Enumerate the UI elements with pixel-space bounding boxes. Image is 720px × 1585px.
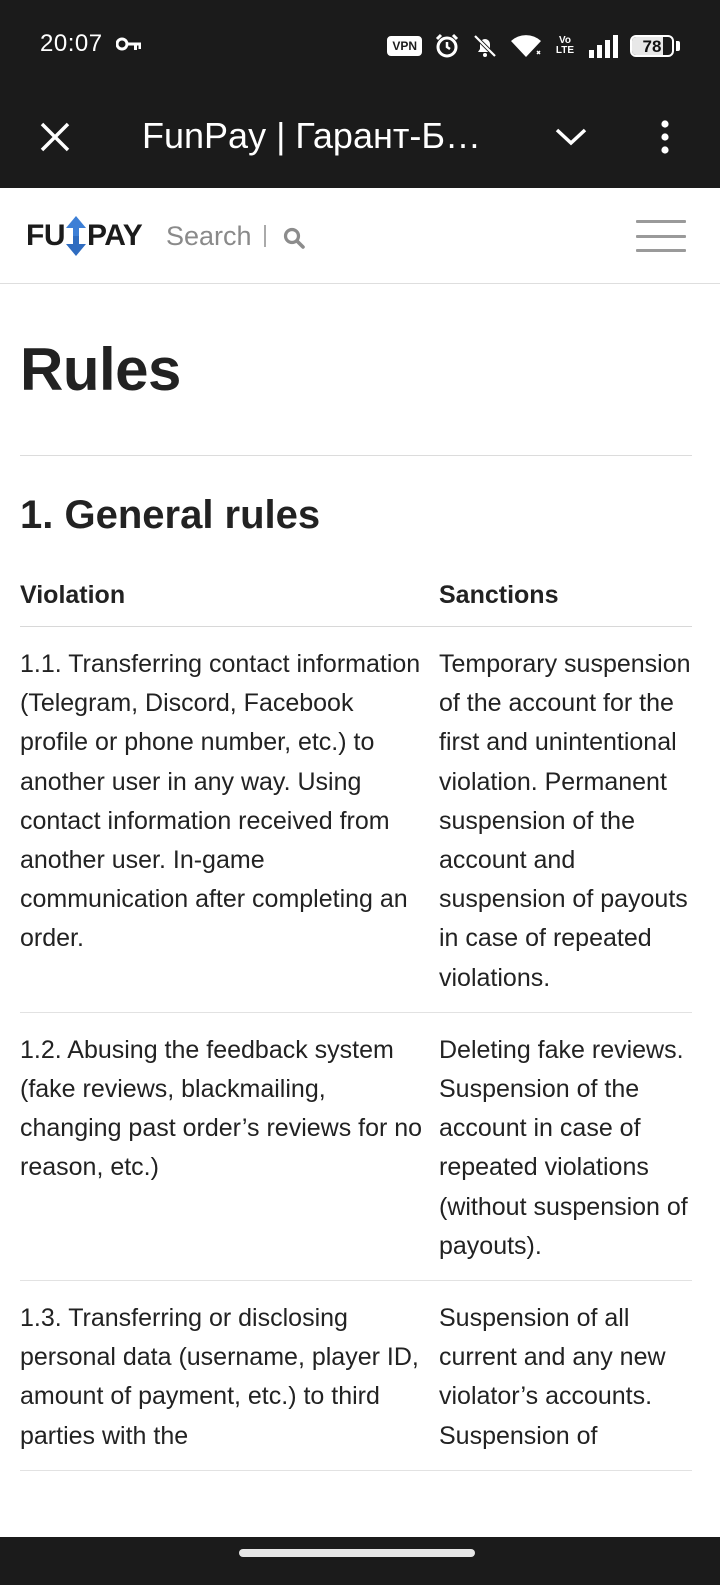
table-row bbox=[20, 627, 692, 1013]
close-icon bbox=[40, 122, 70, 152]
logo-arrows-icon bbox=[64, 216, 88, 256]
hamburger-line bbox=[636, 235, 686, 238]
rules-table bbox=[20, 573, 692, 1471]
sanctions-cell: Suspension of all current and any new violator’s accounts. Suspension of bbox=[439, 1281, 692, 1471]
search-caret bbox=[264, 225, 266, 247]
column-header-violation: Violation bbox=[20, 573, 439, 627]
vpn-badge: VPN bbox=[387, 36, 422, 56]
battery-label: 78 bbox=[642, 37, 662, 56]
page-title: Rules bbox=[20, 336, 181, 403]
status-icons bbox=[387, 28, 680, 64]
logo-text-right: PAY bbox=[87, 219, 143, 252]
site-header bbox=[0, 188, 720, 284]
home-handle[interactable] bbox=[239, 1549, 475, 1557]
signal-icon bbox=[588, 34, 618, 58]
page-title-bar: FunPay | Гарант-Б… bbox=[142, 115, 481, 156]
hamburger-line bbox=[636, 249, 686, 252]
expand-button[interactable] bbox=[548, 114, 594, 160]
funpay-logo[interactable] bbox=[26, 216, 142, 256]
hamburger-line bbox=[636, 220, 686, 223]
battery-cap bbox=[676, 41, 680, 51]
search-input[interactable] bbox=[166, 221, 262, 252]
logo-text-left: FU bbox=[26, 219, 65, 252]
column-header-sanctions: Sanctions bbox=[439, 573, 692, 627]
status-bar bbox=[0, 0, 720, 90]
search-bar bbox=[166, 216, 306, 256]
table-row bbox=[20, 1012, 692, 1280]
sanctions-cell: Deleting fake reviews. Suspension of the account in case of repeated violations (without suspension of payouts). bbox=[439, 1012, 692, 1280]
more-vert-icon bbox=[660, 120, 670, 154]
violation-cell: 1.1. Transferring contact information (Telegram, Discord, Facebook profile or phone number, etc.) to another user in any way. Using contact information received from another user. In-game communication after completing an order. bbox=[20, 627, 439, 1013]
chevron-down-icon bbox=[554, 126, 588, 148]
more-menu-button[interactable] bbox=[642, 114, 688, 160]
menu-button[interactable] bbox=[636, 220, 686, 252]
wifi-icon bbox=[510, 33, 542, 59]
battery-indicator bbox=[630, 35, 674, 57]
volte-label: Vo LTE bbox=[555, 35, 575, 56]
violation-cell: 1.3. Transferring or disclosing personal data (username, player ID, amount of payment, etc.) to third parties with the bbox=[20, 1281, 439, 1471]
divider bbox=[20, 455, 692, 456]
gesture-nav-bar bbox=[0, 1537, 720, 1585]
search-icon[interactable] bbox=[282, 226, 306, 250]
table-header-row bbox=[20, 573, 692, 627]
mute-bell-icon bbox=[472, 33, 498, 59]
vpn-key-icon bbox=[116, 36, 142, 52]
section-title: 1. General rules bbox=[20, 493, 321, 537]
alarm-icon bbox=[434, 33, 460, 59]
violation-cell: 1.2. Abusing the feedback system (fake reviews, blackmailing, changing past order’s reviews for no reason, etc.) bbox=[20, 1012, 439, 1280]
table-row bbox=[20, 1281, 692, 1471]
sanctions-cell: Temporary suspension of the account for the first and unintentional violation. Permanent suspension of the account and suspension of payouts in case of repeated violations. bbox=[439, 627, 692, 1013]
browser-toolbar bbox=[0, 90, 720, 188]
close-button[interactable] bbox=[32, 114, 78, 160]
status-time: 20:07 bbox=[40, 30, 103, 57]
